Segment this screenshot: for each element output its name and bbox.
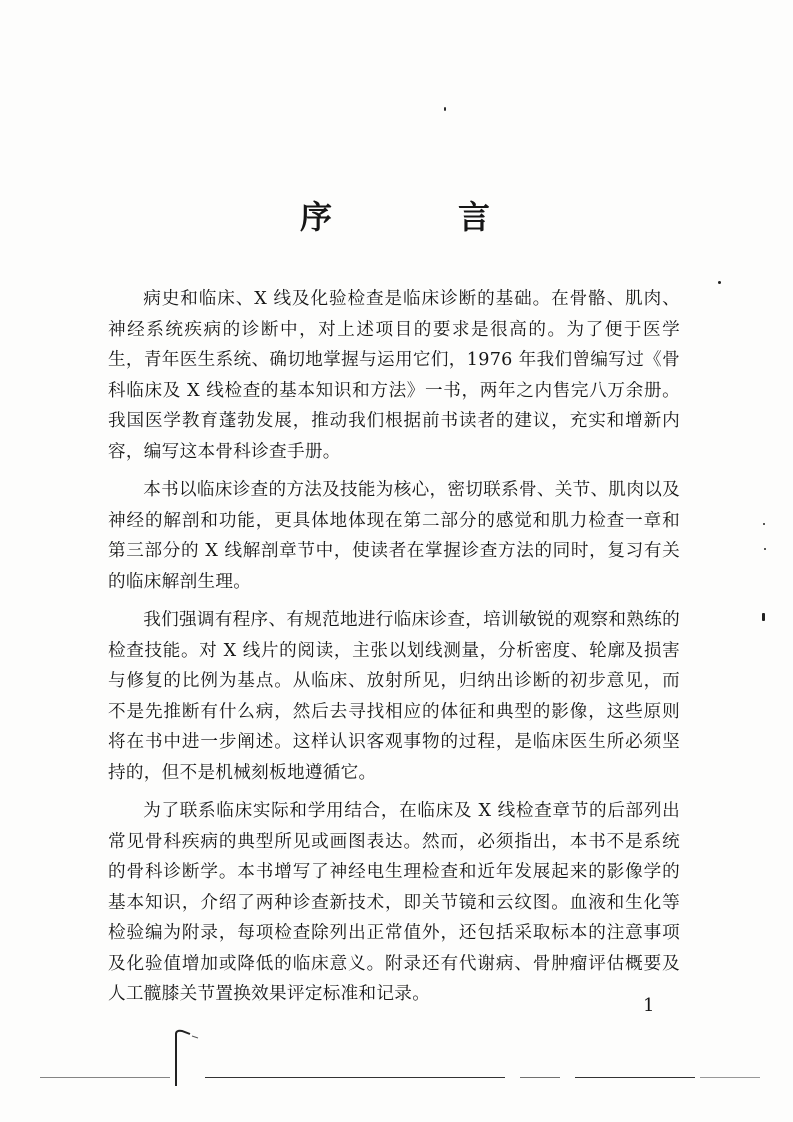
scan-rule xyxy=(40,1077,170,1078)
scan-rule xyxy=(520,1077,560,1078)
paragraph-1: 病史和临床、X 线及化验检查是临床诊断的基础。在骨骼、肌肉、神经系统疾病的诊断中，对上述项目的要求是很高的。为了便于医学生，青年医生系统、确切地掌握与运用它们，1976 年我们曾编写过《骨科临床及 X 线检查的基本知识和方法》一书，两年之内售完八万余册。我国医学教育蓬勃发展，推动我们根据前书读者的建议，充实和增新内容，编写这本骨科诊查手册。 xyxy=(108,289,680,462)
paragraph-3: 我们强调有程序、有规范地进行临床诊查，培训敏锐的观察和熟练的检查技能。对 X 线片的阅读，主张以划线测量，分析密度、轮廓及损害与修复的比例为基点。从临床、放射所见，归纳出诊断的初步意见，而不是先推断有什么病，然后去寻找相应的体征和典型的影像，这些原则将在书中进一步阐述。这样认识客观事物的过程，是临床医生所必须坚持的，但不是机械刻板地遵循它。 xyxy=(108,610,681,783)
title-char-1: 序 xyxy=(300,198,333,236)
scan-speck xyxy=(444,107,446,111)
scan-speck xyxy=(762,613,765,621)
scan-rule xyxy=(700,1077,760,1078)
page-title xyxy=(300,195,490,239)
scan-speck xyxy=(763,523,765,525)
scan-corner-mark xyxy=(162,1028,202,1088)
scan-speck xyxy=(718,281,721,284)
title-char-2: 言 xyxy=(457,198,490,236)
scan-speck xyxy=(764,548,766,550)
scan-rule xyxy=(575,1077,695,1078)
paragraph-4: 为了联系临床实际和学用结合，在临床及 X 线检查章节的后部列出常见骨科疾病的典型所见或画图表达。然而，必须指出，本书不是系统的骨科诊断学。本书增写了神经电生理检查和近年发展起来的影像学的基本知识，介绍了两种诊查新技术，即关节镜和云纹图。血液和生化等检验编为附录，每项检查除列出正常值外，还包括采取标本的注意事项及化验值增加或降低的临床意义。附录还有代谢病、骨肿瘤评估概要及人工髋膝关节置换效果评定标准和记录。 xyxy=(108,801,680,1004)
preface-body xyxy=(108,284,680,1018)
scan-rule xyxy=(205,1077,505,1078)
paragraph-2: 本书以临床诊查的方法及技能为核心，密切联系骨、关节、肌肉以及神经的解剖和功能，更具体地体现在第二部分的感觉和肌力检查一章和第三部分的 X 线解剖章节中，使读者在掌握诊查方法的同时，复习有关的临床解剖生理。 xyxy=(108,480,681,592)
page-number: 1 xyxy=(643,995,655,1016)
